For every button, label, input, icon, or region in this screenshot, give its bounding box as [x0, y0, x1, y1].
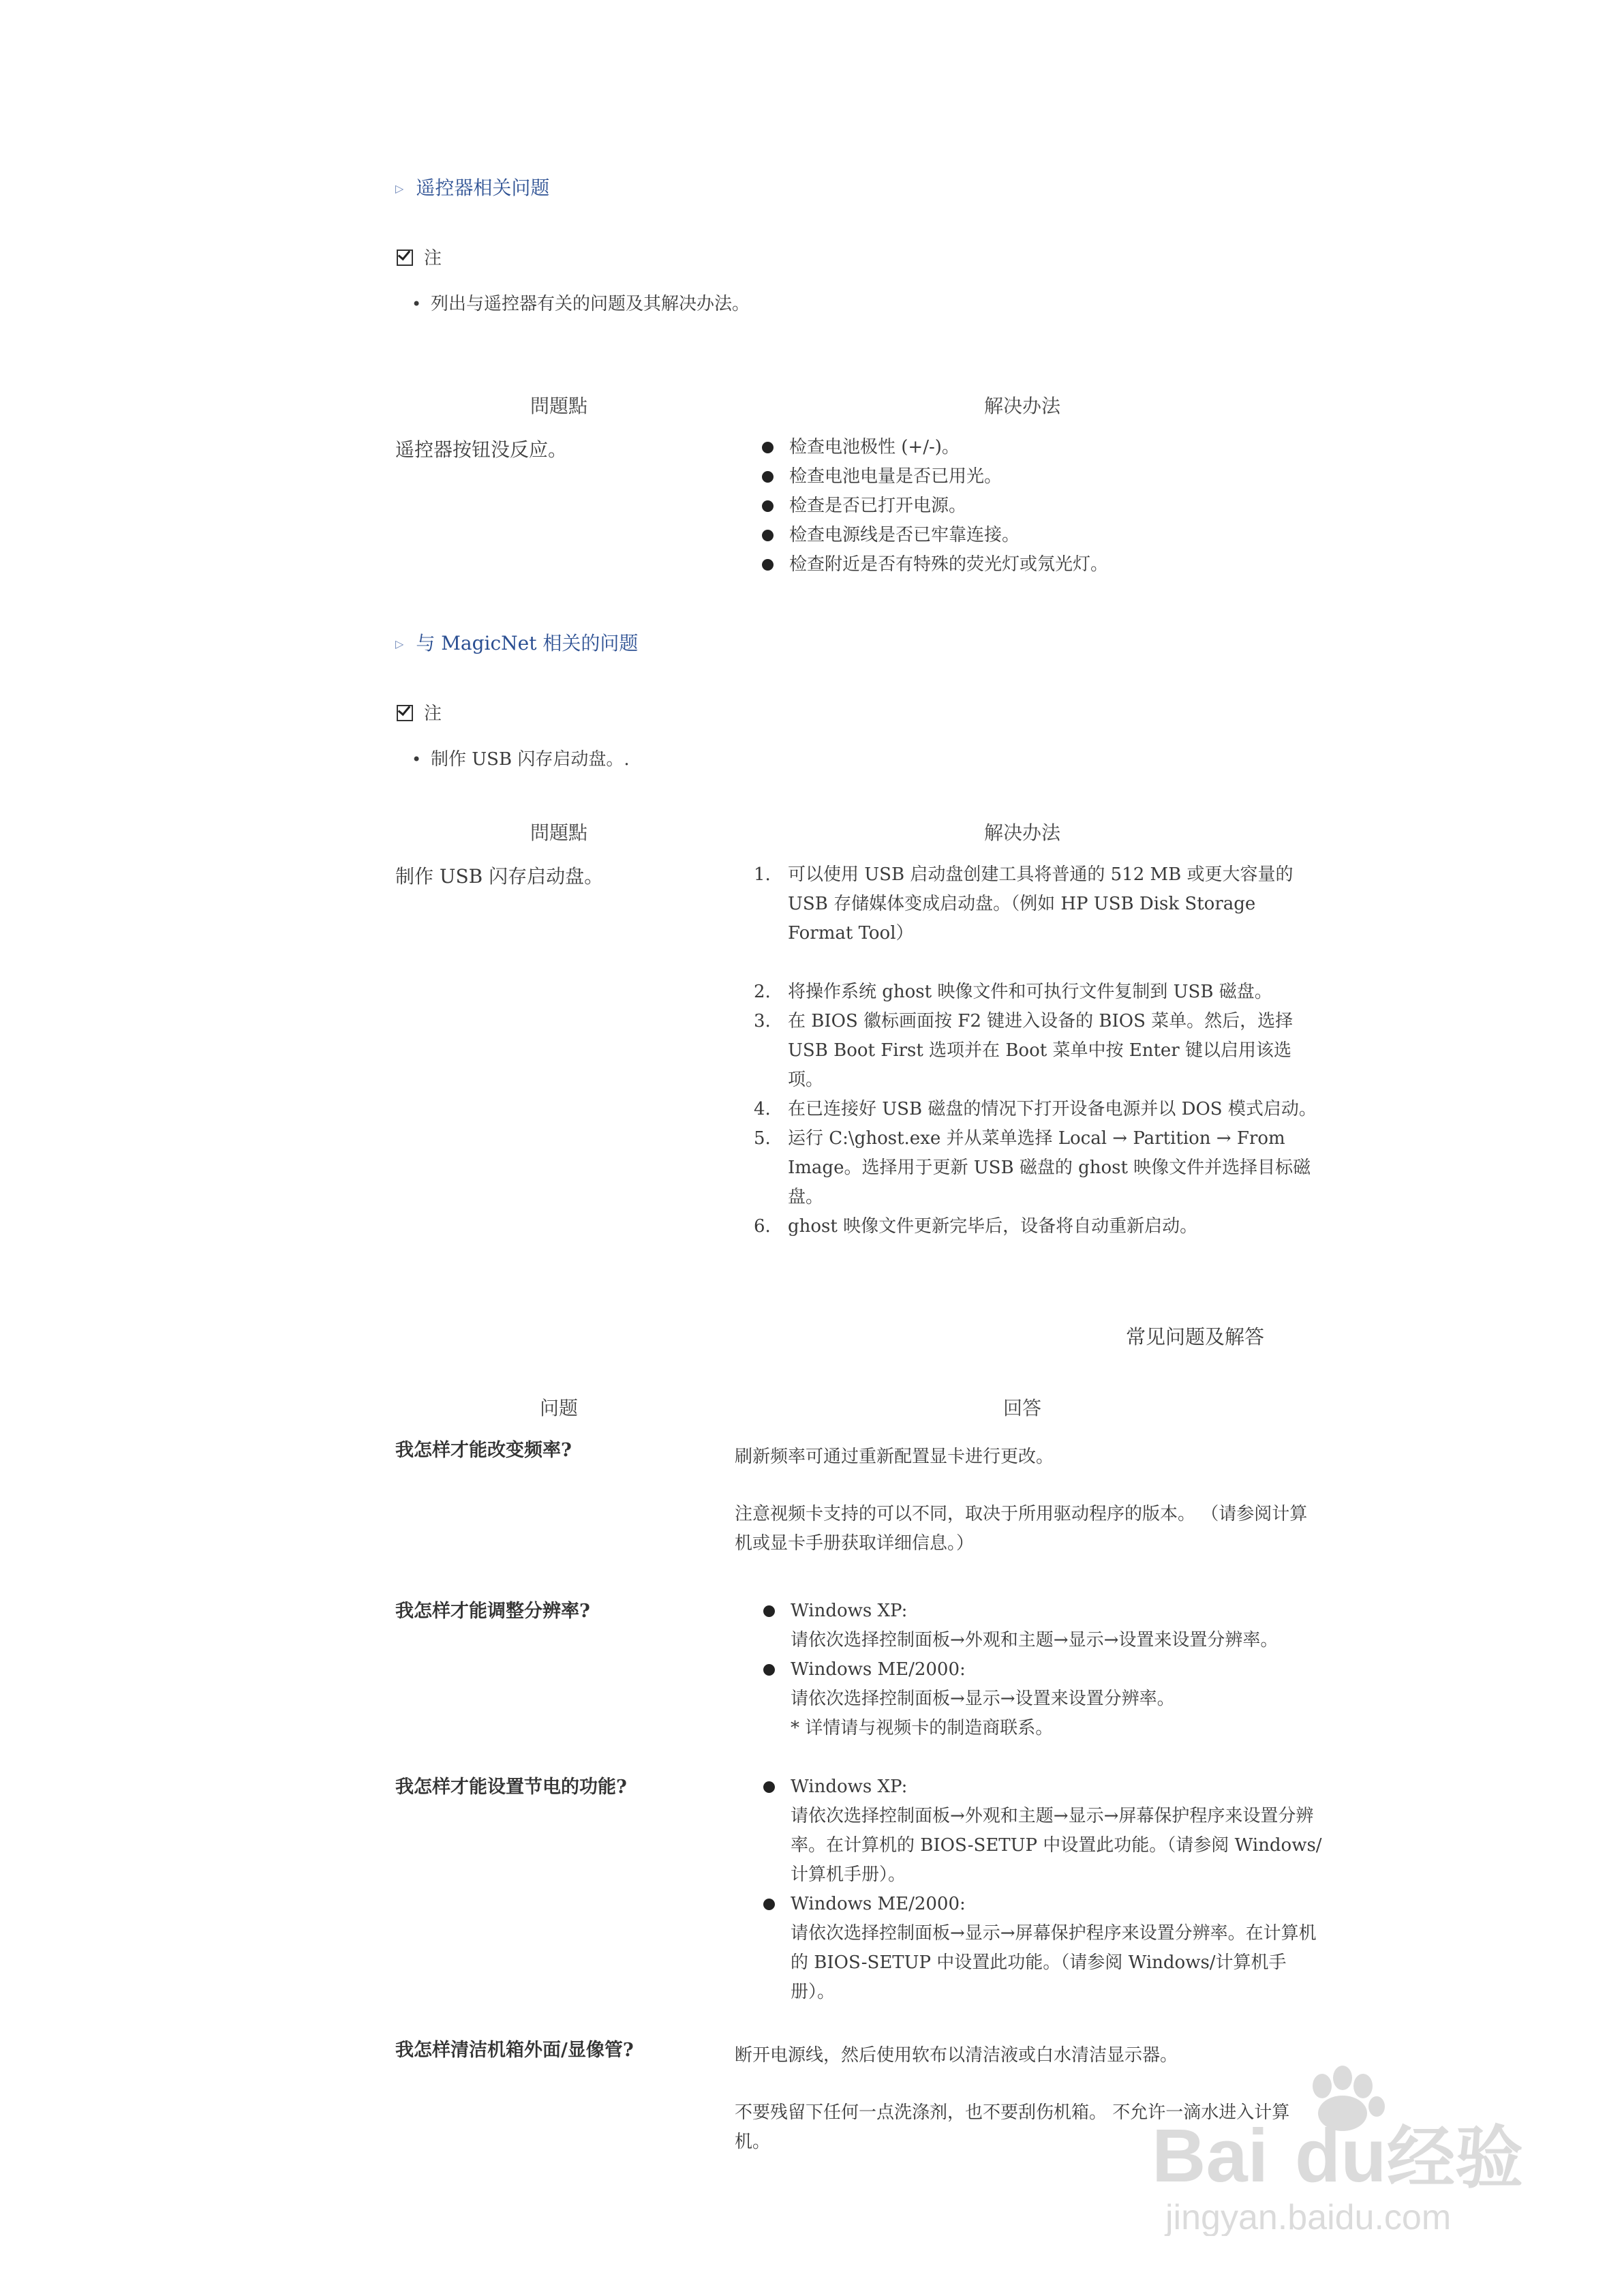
step-number: 2. — [754, 982, 771, 1002]
step-text: ghost 映像文件更新完毕后，设备将自动重新启动。 — [788, 1216, 1198, 1237]
faq-question-power-saving: 我怎样才能设置节电的功能? — [395, 1777, 627, 1798]
os-instructions: 请依次选择控制面板→外观和主题→显示→设置来设置分辨率。 — [791, 1630, 1279, 1650]
os-instructions: 请依次选择控制面板→外观和主题→显示→屏幕保护程序来设置分辨率。在计算机的 BIOS-SETUP 中设置此功能。（请参阅 Windows/计算机手册）。 — [791, 1806, 1322, 1885]
list-item — [763, 1890, 1322, 2007]
step-text: 运行 C:\ghost.exe 并从菜单选择 Local → Partition → From Image。选择用于更新 USB 磁盘的 ghost 映像文件并选择目标磁盘。 — [788, 1128, 1311, 1207]
step-number: 1. — [754, 864, 771, 885]
col-problem-header: 問題點 — [530, 821, 587, 844]
faq-title: 常见问题及解答 — [1126, 1325, 1265, 1348]
remote-solutions-list — [762, 433, 1108, 579]
answer-paragraph: 不要残留下任何一点洗涤剂，也不要刮伤机箱。 不允许一滴水进入计算机。 — [735, 2102, 1290, 2152]
faq-answer-frequency — [735, 1442, 1314, 1558]
step-number: 4. — [754, 1099, 771, 1119]
note-label: 注 — [424, 248, 442, 269]
os-label: Windows XP: — [791, 1601, 908, 1621]
triangle-bullet-icon: ▷ — [395, 637, 404, 650]
step-text: 在已连接好 USB 磁盘的情况下打开设备电源并以 DOS 模式启动。 — [788, 1099, 1317, 1119]
magicnet-steps-list — [754, 860, 1319, 1241]
section-remote-title-text: 遥控器相关问题 — [416, 177, 550, 199]
list-item — [754, 1095, 1319, 1124]
faq-answer-resolution — [763, 1597, 1322, 1743]
faq-question-frequency: 我怎样才能改变频率? — [395, 1440, 572, 1461]
os-instructions: 请依次选择控制面板→显示→设置来设置分辨率。 — [791, 1689, 1175, 1709]
answer-paragraph: 注意视频卡支持的可以不同，取决于所用驱动程序的版本。 （请参阅计算机或显卡手册获取详细信息。） — [735, 1504, 1308, 1554]
list-item — [754, 860, 1319, 948]
note-remote-bullet: • 列出与遥控器有关的问题及其解决办法。 — [431, 290, 750, 319]
faq-question-cleaning: 我怎样清洁机箱外面/显像管? — [395, 2040, 634, 2061]
step-text: 在 BIOS 徽标画面按 F2 键进入设备的 BIOS 菜单。然后，选择 USB Boot First 选项并在 Boot 菜单中按 Enter 键以启用该选项。 — [788, 1011, 1294, 1090]
answer-paragraph: 断开电源线，然后使用软布以清洁液或白水清洁显示器。 — [735, 2045, 1178, 2066]
col-answer-header: 回答 — [1003, 1397, 1041, 1419]
list-item: 检查电池电量是否已用光。 — [762, 462, 1108, 492]
step-number: 3. — [754, 1011, 771, 1031]
list-item — [754, 1007, 1319, 1095]
magicnet-problem: 制作 USB 闪存启动盘。 — [395, 865, 604, 888]
remote-problem: 遥控器按钮没反应。 — [395, 438, 568, 461]
list-item — [754, 1212, 1319, 1241]
note-magicnet — [397, 699, 442, 729]
checkbox-note-icon — [397, 705, 413, 721]
list-item — [754, 1124, 1319, 1212]
watermark-text-jingyan: 经验 — [1387, 2120, 1523, 2196]
os-label: Windows XP: — [791, 1777, 908, 1797]
list-item: 检查电源线是否已牢靠连接。 — [762, 521, 1108, 550]
checkbox-note-icon — [397, 250, 413, 266]
list-item: 检查是否已打开电源。 — [762, 492, 1108, 521]
answer-paragraph: 刷新频率可通过重新配置显卡进行更改。 — [735, 1447, 1054, 1467]
col-question-header: 问题 — [539, 1397, 578, 1419]
os-instructions: 请依次选择控制面板→显示→屏幕保护程序来设置分辨率。在计算机的 BIOS-SETUP 中设置此功能。（请参阅 Windows/计算机手册）。 — [791, 1923, 1317, 2002]
col-solution-header: 解决办法 — [983, 395, 1060, 417]
footnote: * 详情请与视频卡的制造商联系。 — [791, 1718, 1054, 1738]
watermark-text-du: du — [1295, 2114, 1387, 2198]
os-label: Windows ME/2000: — [791, 1659, 966, 1680]
list-item — [763, 1655, 1322, 1743]
col-problem-header: 問題點 — [530, 395, 587, 417]
section-magicnet-title-text: 与 MagicNet 相关的问题 — [416, 632, 639, 654]
triangle-bullet-icon: ▷ — [395, 182, 404, 195]
step-number: 6. — [754, 1216, 771, 1237]
list-item — [763, 1772, 1322, 1890]
list-item — [763, 1597, 1322, 1655]
step-number: 5. — [754, 1128, 771, 1149]
note-magicnet-bullet: • 制作 USB 闪存启动盘。. — [431, 745, 630, 774]
note-label: 注 — [424, 704, 442, 724]
note-remote — [397, 244, 442, 273]
step-text: 将操作系统 ghost 映像文件和可执行文件复制到 USB 磁盘。 — [788, 982, 1272, 1002]
os-label: Windows ME/2000: — [791, 1894, 966, 1914]
faq-answer-power-saving — [763, 1772, 1322, 2007]
list-item — [754, 978, 1319, 1007]
faq-question-resolution: 我怎样才能调整分辨率? — [395, 1601, 590, 1622]
section-magicnet-title[interactable] — [395, 629, 638, 659]
section-remote-title[interactable] — [395, 173, 549, 203]
col-solution-header: 解决办法 — [983, 821, 1060, 844]
baidu-jingyan-watermark — [1152, 2059, 1533, 2236]
list-item: 检查附近是否有特殊的荧光灯或氖光灯。 — [762, 550, 1108, 579]
list-spacer — [754, 948, 1319, 978]
baidu-paw-logo-icon — [1152, 2059, 1533, 2236]
watermark-url: jingyan.baidu.com — [1165, 2198, 1452, 2236]
step-text: 可以使用 USB 启动盘创建工具将普通的 512 MB 或更大容量的 USB 存储媒体变成启动盘。（例如 HP USB Disk Storage Format Tool） — [788, 864, 1294, 943]
watermark-text-bai: Bai — [1152, 2114, 1269, 2198]
list-item: 检查电池极性 (+/-)。 — [762, 433, 1108, 462]
